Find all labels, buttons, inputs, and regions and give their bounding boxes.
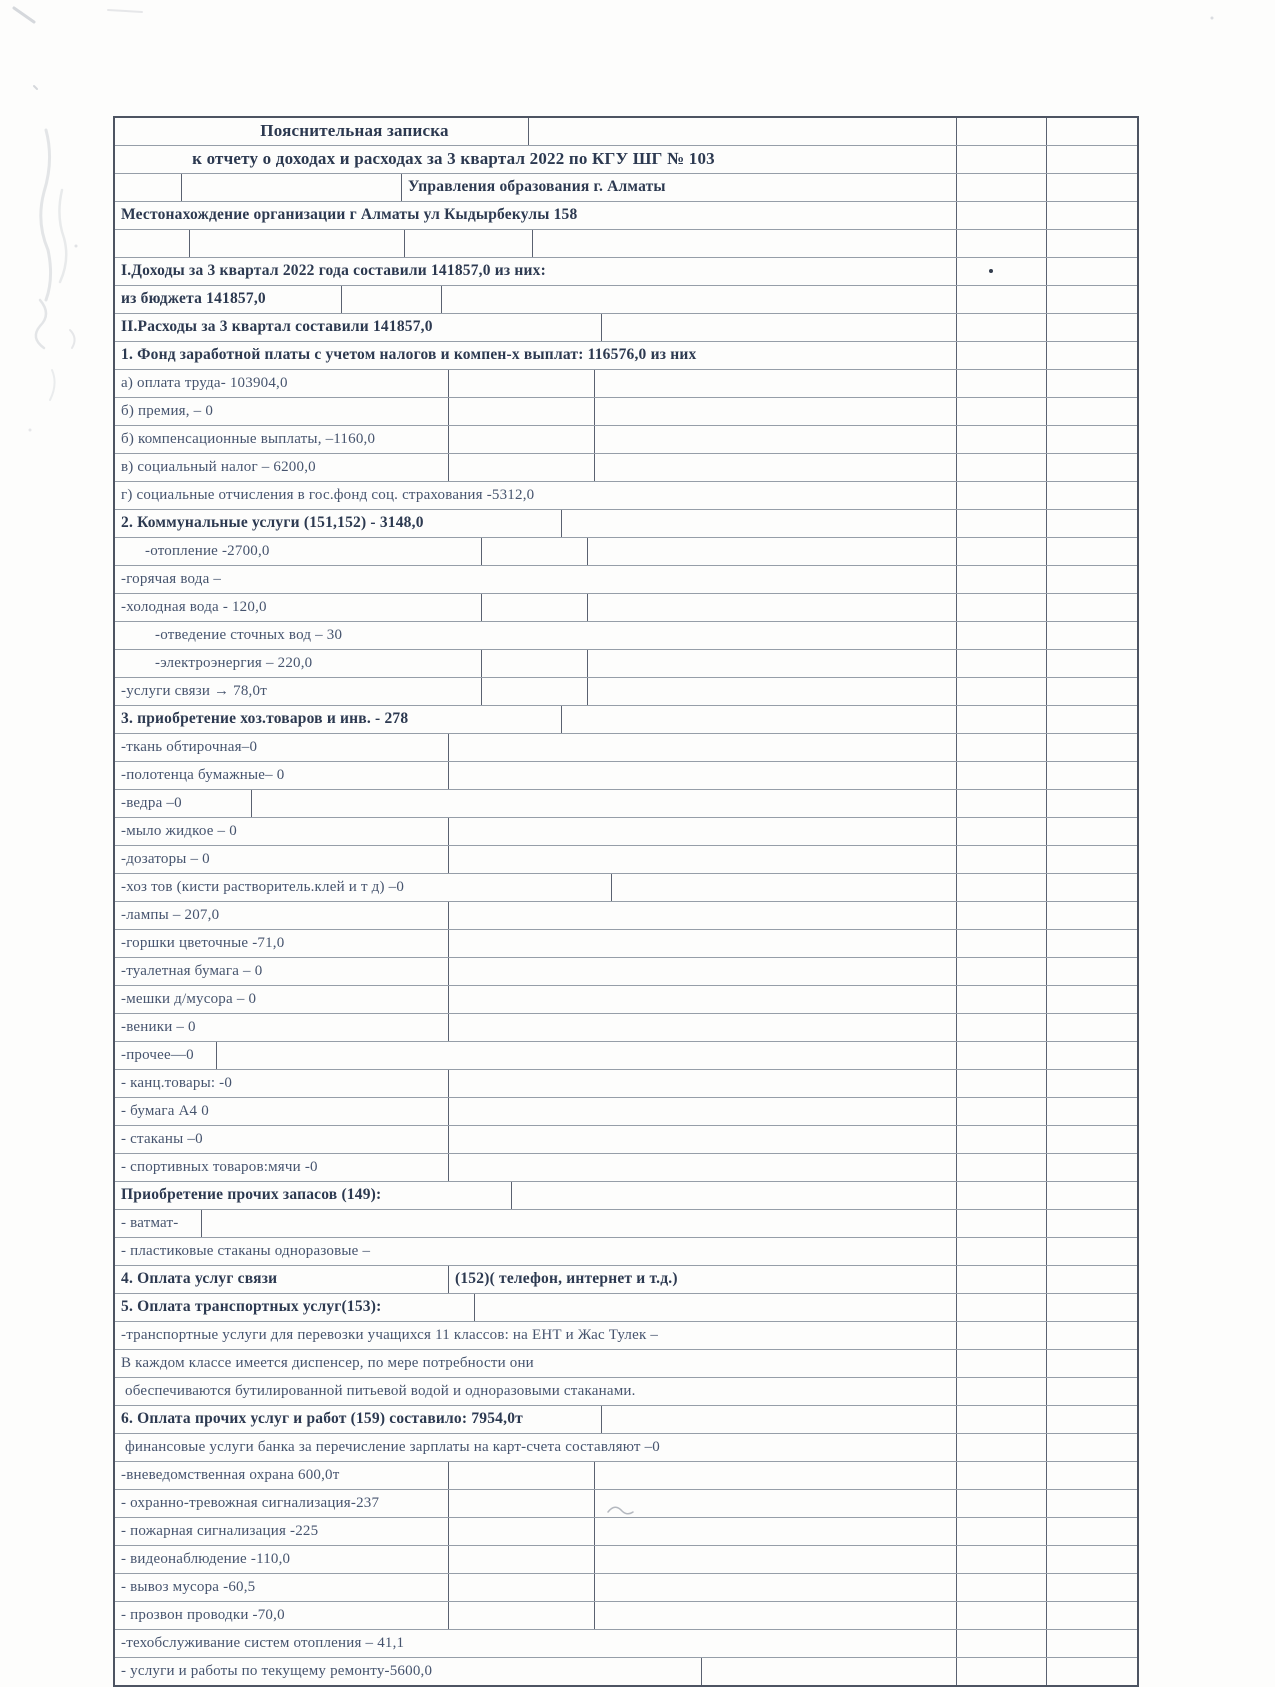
- table-row: [115, 930, 1137, 958]
- right-col-cell: [957, 1658, 1047, 1685]
- right-col-cell: [957, 1378, 1047, 1405]
- right-col-cell: [957, 790, 1047, 817]
- table-cell: - стаканы –0: [115, 1126, 449, 1153]
- right-col-cell: [957, 1238, 1047, 1265]
- table-cell: -лампы – 207,0: [115, 902, 449, 929]
- right-col-cell: [957, 986, 1047, 1013]
- table-row: [115, 454, 1137, 482]
- table-cell: [449, 734, 957, 761]
- table-row: [115, 1630, 1137, 1658]
- table-row: [115, 1182, 1137, 1210]
- scan-artifact: [41, 130, 51, 300]
- right-col-cell: [957, 118, 1047, 145]
- table-cell: - вывоз мусора -60,5: [115, 1574, 449, 1601]
- table-row: [115, 342, 1137, 370]
- right-col-cell: [957, 286, 1047, 313]
- right-col-cell: [957, 1126, 1047, 1153]
- table-cell: - канц.товары: -0: [115, 1070, 449, 1097]
- table-cell: В каждом классе имеется диспенсер, по мере потребности они: [115, 1350, 957, 1377]
- right-col-cell: [1047, 1434, 1137, 1461]
- right-col-cell: [957, 482, 1047, 509]
- table-cell: Местонахождение организации г Алматы ул Кыдырбекулы 158: [115, 202, 957, 229]
- table-cell: [595, 1490, 957, 1517]
- table-row: [115, 762, 1137, 790]
- right-col-cell: [957, 146, 1047, 173]
- right-col-cell: [957, 566, 1047, 593]
- table-cell: -ведра –0: [115, 790, 252, 817]
- right-col-cell: [957, 1602, 1047, 1629]
- right-col-cell: [1047, 510, 1137, 537]
- right-col-cell: [1047, 762, 1137, 789]
- table-row: [115, 146, 1137, 174]
- table-cell: [202, 1210, 957, 1237]
- table-row: [115, 398, 1137, 426]
- right-col-cell: [957, 650, 1047, 677]
- right-col-cell: [957, 1462, 1047, 1489]
- table-row: [115, 370, 1137, 398]
- table-cell: из бюджета 141857,0: [115, 286, 342, 313]
- right-col-cell: [1047, 1322, 1137, 1349]
- right-col-cell: [1047, 482, 1137, 509]
- table-row: [115, 510, 1137, 538]
- table-cell: - спортивных товаров:мячи -0: [115, 1154, 449, 1181]
- table-row: [115, 426, 1137, 454]
- right-col-cell: [957, 1294, 1047, 1321]
- right-col-cell: [957, 1490, 1047, 1517]
- right-col-cell: [957, 258, 1047, 285]
- table-cell: [449, 398, 595, 425]
- right-col-cell: [957, 454, 1047, 481]
- right-col-cell: [1047, 202, 1137, 229]
- table-cell: к отчету о доходах и расходах за 3 квартал 2022 по КГУ ШГ № 103: [115, 146, 957, 173]
- right-col-cell: [1047, 1098, 1137, 1125]
- table-cell: -отопление -2700,0: [115, 538, 482, 565]
- scan-artifact: [50, 370, 55, 400]
- table-cell: [602, 314, 957, 341]
- right-col-cell: [957, 1630, 1047, 1657]
- table-cell: 4. Оплата услуг связи: [115, 1266, 449, 1293]
- table-cell: [588, 538, 957, 565]
- right-col-cell: [957, 1518, 1047, 1545]
- table-row: [115, 1266, 1137, 1294]
- right-col-cell: [1047, 426, 1137, 453]
- table-cell: финансовые услуги банка за перечисление зарплаты на карт-счета составляют –0: [115, 1434, 957, 1461]
- table-cell: 1. Фонд заработной платы с учетом налогов и компен-х выплат: 116576,0 из них: [115, 342, 957, 369]
- scan-artifact: [75, 245, 78, 248]
- table-cell: [252, 790, 957, 817]
- table-row: [115, 1574, 1137, 1602]
- table-cell: [405, 230, 533, 257]
- table-cell: [115, 230, 190, 257]
- right-col-cell: [1047, 146, 1137, 173]
- table-cell: г) социальные отчисления в гос.фонд соц. страхования -5312,0: [115, 482, 957, 509]
- table-cell: [702, 1658, 957, 1685]
- right-col-cell: [957, 398, 1047, 425]
- table-cell: в) социальный налог – 6200,0: [115, 454, 449, 481]
- table-cell: [475, 1294, 957, 1321]
- table-cell: [449, 958, 957, 985]
- table-cell: - прозвон проводки -70,0: [115, 1602, 449, 1629]
- right-col-cell: [1047, 902, 1137, 929]
- table-cell: 3. приобретение хоз.товаров и инв. - 278: [115, 706, 562, 733]
- table-row: [115, 790, 1137, 818]
- table-cell: [482, 650, 588, 677]
- right-col-cell: [1047, 174, 1137, 201]
- table-cell: -услуги связи → 78,0т: [115, 678, 482, 705]
- right-col-cell: [957, 314, 1047, 341]
- right-col-cell: [957, 594, 1047, 621]
- right-col-cell: [1047, 1266, 1137, 1293]
- table-row: [115, 678, 1137, 706]
- report-table: [113, 116, 1139, 1687]
- right-col-cell: [1047, 1490, 1137, 1517]
- right-col-cell: [1047, 1602, 1137, 1629]
- right-col-cell: [1047, 1406, 1137, 1433]
- table-cell: -мыло жидкое – 0: [115, 818, 449, 845]
- table-cell: [595, 398, 957, 425]
- right-col-cell: [957, 1182, 1047, 1209]
- table-cell: [449, 1574, 595, 1601]
- right-col-cell: [1047, 958, 1137, 985]
- table-row: [115, 874, 1137, 902]
- table-cell: 2. Коммунальные услуги (151,152) - 3148,0: [115, 510, 562, 537]
- table-row: [115, 1154, 1137, 1182]
- table-row: [115, 1126, 1137, 1154]
- table-cell: [595, 370, 957, 397]
- right-col-cell: [1047, 314, 1137, 341]
- table-cell: [482, 538, 588, 565]
- right-col-cell: [1047, 118, 1137, 145]
- table-row: [115, 818, 1137, 846]
- table-row: [115, 538, 1137, 566]
- right-col-cell: [957, 202, 1047, 229]
- table-row: [115, 566, 1137, 594]
- ink-dot: [989, 269, 993, 273]
- right-col-cell: [1047, 1378, 1137, 1405]
- right-col-cell: [957, 958, 1047, 985]
- table-cell: [449, 1070, 957, 1097]
- right-col-cell: [957, 538, 1047, 565]
- table-cell: [217, 1042, 957, 1069]
- right-col-cell: [1047, 398, 1137, 425]
- table-cell: [595, 454, 957, 481]
- table-cell: [449, 1126, 957, 1153]
- table-row: [115, 1546, 1137, 1574]
- table-cell: Пояснительная записка: [115, 118, 529, 145]
- table-cell: [449, 1490, 595, 1517]
- table-cell: [449, 930, 957, 957]
- right-col-cell: [957, 622, 1047, 649]
- right-col-cell: [1047, 1070, 1137, 1097]
- table-cell: [449, 986, 957, 1013]
- table-cell: [562, 706, 957, 733]
- table-cell: - охранно-тревожная сигнализация-237: [115, 1490, 449, 1517]
- table-cell: [482, 594, 588, 621]
- table-row: [115, 1490, 1137, 1518]
- table-cell: - бумага А4 0: [115, 1098, 449, 1125]
- table-cell: а) оплата труда- 103904,0: [115, 370, 449, 397]
- table-cell: - ватмат-: [115, 1210, 202, 1237]
- table-cell: -веники – 0: [115, 1014, 449, 1041]
- right-col-cell: [957, 1406, 1047, 1433]
- table-cell: -мешки д/мусора – 0: [115, 986, 449, 1013]
- right-col-cell: [957, 1042, 1047, 1069]
- right-col-cell: [1047, 454, 1137, 481]
- table-row: [115, 650, 1137, 678]
- right-col-cell: [1047, 1238, 1137, 1265]
- table-cell: [449, 846, 957, 873]
- table-cell: [602, 1406, 957, 1433]
- table-cell: [449, 1462, 595, 1489]
- table-cell: [449, 1098, 957, 1125]
- table-cell: [588, 678, 957, 705]
- table-cell: II.Расходы за 3 квартал составили 141857,0: [115, 314, 602, 341]
- right-col-cell: [957, 1210, 1047, 1237]
- right-col-cell: [1047, 678, 1137, 705]
- table-row: [115, 258, 1137, 286]
- table-cell: Управления образования г. Алматы: [402, 174, 957, 201]
- right-col-cell: [1047, 1658, 1137, 1685]
- right-col-cell: [1047, 1210, 1137, 1237]
- right-col-cell: [1047, 286, 1137, 313]
- scan-artifact: [34, 86, 37, 89]
- table-row: [115, 1098, 1137, 1126]
- table-cell: [449, 1518, 595, 1545]
- table-cell: [595, 1602, 957, 1629]
- table-cell: [190, 230, 405, 257]
- table-cell: [449, 426, 595, 453]
- table-cell: -ткань обтирочная–0: [115, 734, 449, 761]
- table-row: [115, 902, 1137, 930]
- table-cell: [562, 510, 957, 537]
- right-col-cell: [957, 1434, 1047, 1461]
- table-cell: [449, 762, 957, 789]
- table-cell: [595, 1462, 957, 1489]
- scan-artifact: [59, 190, 66, 282]
- right-col-cell: [1047, 1126, 1137, 1153]
- right-col-cell: [1047, 1294, 1137, 1321]
- table-cell: [588, 594, 957, 621]
- table-cell: [595, 1574, 957, 1601]
- scan-artifact: [70, 330, 75, 348]
- right-col-cell: [1047, 258, 1137, 285]
- right-col-cell: [1047, 874, 1137, 901]
- right-col-cell: [1047, 342, 1137, 369]
- table-row: [115, 1070, 1137, 1098]
- table-cell: -горшки цветочные -71,0: [115, 930, 449, 957]
- table-row: [115, 1378, 1137, 1406]
- table-cell: [449, 1546, 595, 1573]
- table-cell: 6. Оплата прочих услуг и работ (159) составило: 7954,0т: [115, 1406, 602, 1433]
- table-row: [115, 958, 1137, 986]
- table-cell: [449, 818, 957, 845]
- table-cell: - пожарная сигнализация -225: [115, 1518, 449, 1545]
- table-row: [115, 1042, 1137, 1070]
- table-cell: [449, 370, 595, 397]
- table-row: [115, 314, 1137, 342]
- table-cell: [449, 454, 595, 481]
- right-col-cell: [957, 1098, 1047, 1125]
- table-cell: -хоз тов (кисти растворитель.клей и т д) –0: [115, 874, 612, 901]
- table-cell: -транспортные услуги для перевозки учащихся 11 классов: на ЕНТ и Жас Тулек –: [115, 1322, 957, 1349]
- right-col-cell: [957, 1014, 1047, 1041]
- right-col-cell: [957, 174, 1047, 201]
- right-col-cell: [957, 370, 1047, 397]
- table-row: [115, 1322, 1137, 1350]
- table-cell: [449, 1602, 595, 1629]
- scan-artifact: [108, 10, 142, 12]
- right-col-cell: [1047, 370, 1137, 397]
- right-col-cell: [1047, 230, 1137, 257]
- table-row: [115, 1658, 1137, 1685]
- right-col-cell: [1047, 594, 1137, 621]
- right-col-cell: [1047, 734, 1137, 761]
- table-row: [115, 230, 1137, 258]
- table-cell: - услуги и работы по текущему ремонту-5600,0: [115, 1658, 702, 1685]
- right-col-cell: [957, 230, 1047, 257]
- table-cell: -холодная вода - 120,0: [115, 594, 482, 621]
- table-cell: [529, 118, 957, 145]
- right-col-cell: [957, 342, 1047, 369]
- table-cell: - пластиковые стаканы одноразовые –: [115, 1238, 957, 1265]
- right-col-cell: [957, 678, 1047, 705]
- table-row: [115, 1014, 1137, 1042]
- table-cell: [588, 650, 957, 677]
- right-col-cell: [957, 1070, 1047, 1097]
- right-col-cell: [957, 706, 1047, 733]
- right-col-cell: [1047, 1042, 1137, 1069]
- scan-artifact: [14, 8, 34, 22]
- table-cell: I.Доходы за 3 квартал 2022 года составили 141857,0 из них:: [115, 258, 957, 285]
- table-cell: [342, 286, 442, 313]
- right-col-cell: [1047, 818, 1137, 845]
- right-col-cell: [1047, 846, 1137, 873]
- table-cell: Приобретение прочих запасов (149):: [115, 1182, 512, 1209]
- table-row: [115, 1210, 1137, 1238]
- right-col-cell: [1047, 986, 1137, 1013]
- scan-artifact: [1211, 17, 1214, 20]
- table-row: [115, 846, 1137, 874]
- table-cell: -техобслуживание систем отопления – 41,1: [115, 1630, 957, 1657]
- table-cell: [512, 1182, 957, 1209]
- table-row: [115, 734, 1137, 762]
- table-cell: [442, 286, 957, 313]
- table-row: [115, 1350, 1137, 1378]
- table-cell: -вневедомственная охрана 600,0т: [115, 1462, 449, 1489]
- table-row: [115, 622, 1137, 650]
- right-col-cell: [957, 510, 1047, 537]
- table-row: [115, 1518, 1137, 1546]
- scan-artifact: [36, 300, 46, 348]
- right-col-cell: [1047, 538, 1137, 565]
- table-row: [115, 1434, 1137, 1462]
- table-cell: [533, 230, 957, 257]
- table-row: [115, 202, 1137, 230]
- table-cell: -дозаторы – 0: [115, 846, 449, 873]
- table-cell: [182, 174, 402, 201]
- table-row: [115, 1462, 1137, 1490]
- right-col-cell: [957, 1266, 1047, 1293]
- right-col-cell: [957, 762, 1047, 789]
- right-col-cell: [957, 1546, 1047, 1573]
- right-col-cell: [957, 846, 1047, 873]
- right-col-cell: [1047, 790, 1137, 817]
- right-col-cell: [1047, 1014, 1137, 1041]
- table-row: [115, 594, 1137, 622]
- right-col-cell: [957, 734, 1047, 761]
- table-cell: -горячая вода –: [115, 566, 957, 593]
- right-col-cell: [957, 1574, 1047, 1601]
- table-cell: [449, 1014, 957, 1041]
- right-col-cell: [1047, 1630, 1137, 1657]
- right-col-cell: [957, 1154, 1047, 1181]
- table-cell: (152)( телефон, интернет и т.д.): [449, 1266, 957, 1293]
- table-cell: -туалетная бумага – 0: [115, 958, 449, 985]
- right-col-cell: [1047, 622, 1137, 649]
- right-col-cell: [1047, 1574, 1137, 1601]
- table-cell: [612, 874, 957, 901]
- table-cell: [449, 902, 957, 929]
- table-cell: б) компенсационные выплаты, –1160,0: [115, 426, 449, 453]
- table-row: [115, 706, 1137, 734]
- right-col-cell: [957, 930, 1047, 957]
- right-col-cell: [1047, 1462, 1137, 1489]
- table-row: [115, 1406, 1137, 1434]
- table-cell: [595, 1546, 957, 1573]
- table-row: [115, 482, 1137, 510]
- scan-artifact: [29, 429, 32, 432]
- right-col-cell: [1047, 650, 1137, 677]
- table-cell: б) премия, – 0: [115, 398, 449, 425]
- right-col-cell: [1047, 566, 1137, 593]
- table-row: [115, 1294, 1137, 1322]
- right-col-cell: [957, 426, 1047, 453]
- table-row: [115, 174, 1137, 202]
- right-col-cell: [1047, 1546, 1137, 1573]
- table-cell: [595, 1518, 957, 1545]
- table-cell: [449, 1154, 957, 1181]
- table-row: [115, 118, 1137, 146]
- right-col-cell: [957, 902, 1047, 929]
- table-cell: 5. Оплата транспортных услуг(153):: [115, 1294, 475, 1321]
- table-cell: -полотенца бумажные– 0: [115, 762, 449, 789]
- table-cell: -прочее—0: [115, 1042, 217, 1069]
- right-col-cell: [1047, 1154, 1137, 1181]
- table-cell: -электроэнергия – 220,0: [115, 650, 482, 677]
- right-col-cell: [957, 818, 1047, 845]
- table-row: [115, 1602, 1137, 1630]
- right-col-cell: [1047, 930, 1137, 957]
- right-col-cell: [1047, 1350, 1137, 1377]
- table-cell: обеспечиваются бутилированной питьевой водой и одноразовыми стаканами.: [115, 1378, 957, 1405]
- right-col-cell: [1047, 706, 1137, 733]
- right-col-cell: [957, 1350, 1047, 1377]
- table-cell: [482, 678, 588, 705]
- right-col-cell: [957, 874, 1047, 901]
- right-col-cell: [957, 1322, 1047, 1349]
- table-cell: [595, 426, 957, 453]
- table-row: [115, 986, 1137, 1014]
- table-cell: - видеонаблюдение -110,0: [115, 1546, 449, 1573]
- table-cell: [115, 174, 182, 201]
- table-row: [115, 286, 1137, 314]
- table-cell: -отведение сточных вод – 30: [115, 622, 957, 649]
- right-col-cell: [1047, 1518, 1137, 1545]
- right-col-cell: [1047, 1182, 1137, 1209]
- table-row: [115, 1238, 1137, 1266]
